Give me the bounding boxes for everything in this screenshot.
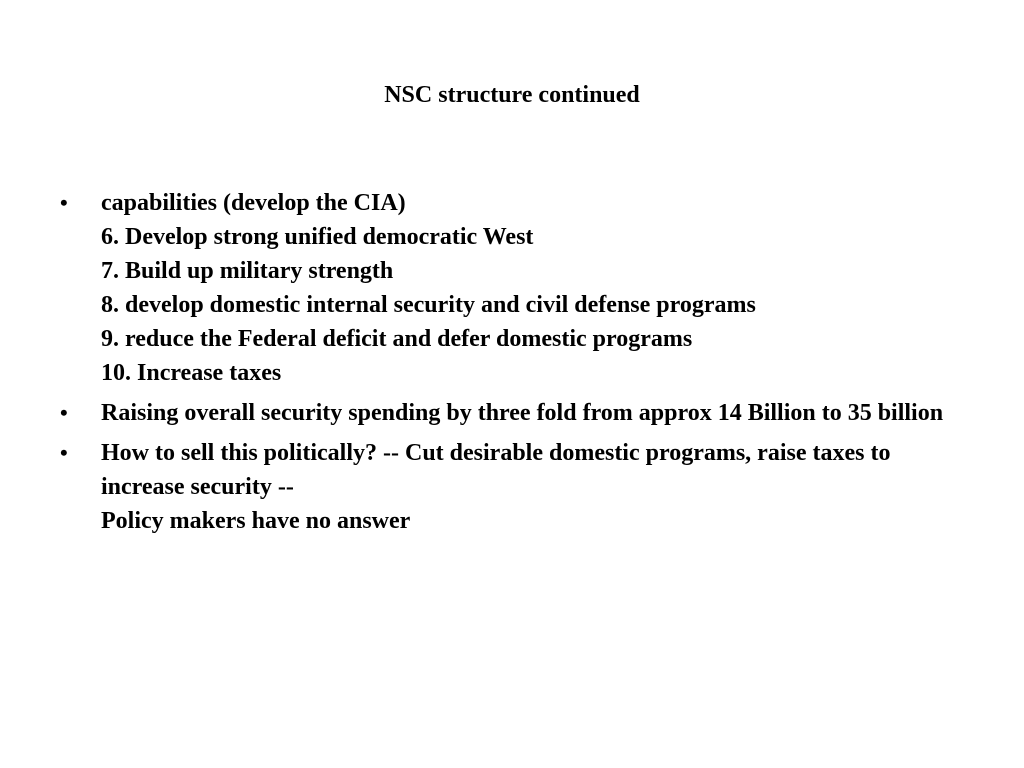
bullet-item — [60, 396, 970, 430]
bullet-icon: • — [60, 400, 68, 425]
bullet-line: 9. reduce the Federal deficit and defer domestic programs — [101, 326, 693, 352]
bullet-line: 10. Increase taxes — [101, 360, 282, 386]
bullet-icon: • — [60, 440, 68, 465]
bullet-item — [60, 186, 970, 390]
bullet-list — [60, 186, 970, 544]
bullet-line: 8. develop domestic internal security and civil defense programs — [101, 292, 756, 318]
bullet-icon: • — [60, 190, 68, 215]
bullet-line: Policy makers have no answer — [101, 508, 411, 534]
slide-title: NSC structure continued — [384, 82, 640, 108]
bullet-line: How to sell this politically? -- Cut desirable domestic programs, raise taxes to increase security -- — [101, 440, 891, 500]
bullet-line: Raising overall security spending by three fold from approx 14 Billion to 35 billion — [101, 400, 944, 426]
bullet-line: capabilities (develop the CIA) — [101, 190, 406, 216]
bullet-item — [60, 436, 970, 538]
bullet-line: 6. Develop strong unified democratic West — [101, 224, 534, 250]
bullet-line: 7. Build up military strength — [101, 258, 394, 284]
